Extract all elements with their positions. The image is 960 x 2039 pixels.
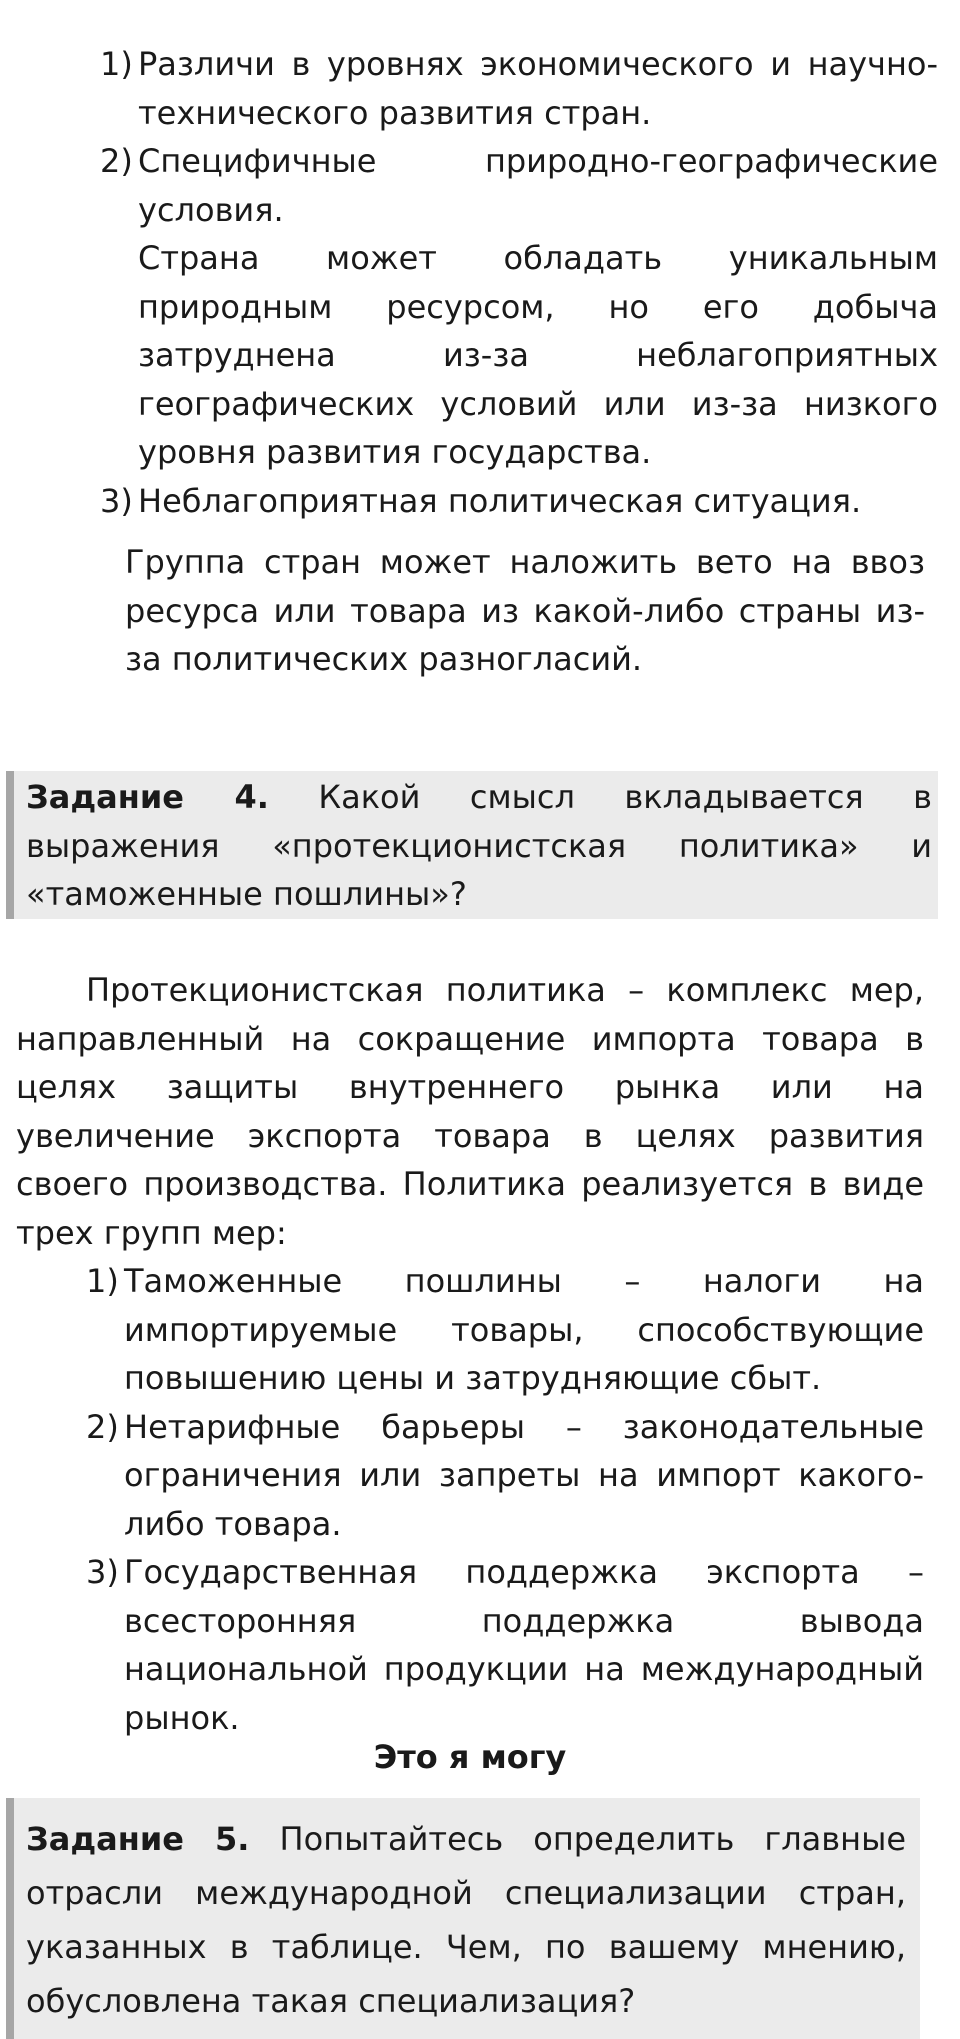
- task-4-label: Задание 4.: [26, 778, 269, 816]
- list-item: [86, 1257, 924, 1403]
- list-item-text: Специфичные природно-географические условия.: [138, 142, 938, 229]
- list-item-explanation: Страна может обладать уникальным природным ресурсом, но его добыча затруднена из-за неблагоприятных географических условий или из-за низкого уровня развития государства.: [138, 239, 938, 471]
- list-after-paragraph: Группа стран может наложить вето на ввоз ресурса или товара из какой-либо страны из-за политических разногласий.: [125, 543, 925, 678]
- list-item-text: Нетарифные барьеры – законодательные ограничения или запреты на импорт какого-либо товара.: [124, 1407, 924, 1543]
- answer-4-paragraph: Протекционистская политика – комплекс мер, направленный на сокращение импорта товара в целях защиты внутреннего рынка или на увеличение экспорта товара в целях развития своего производства. Политика реализуется в виде трех групп мер:: [16, 971, 924, 1252]
- list-item: [86, 1548, 924, 1742]
- task-5-label: Задание 5.: [26, 1820, 250, 1858]
- list-item-number: 3): [100, 481, 133, 520]
- task-4-box: [6, 771, 938, 919]
- reasons-list: [100, 40, 938, 525]
- list-item: [86, 1403, 924, 1549]
- task-5-text: Попытайтесь определить главные отрасли международной специализации стран, указанных в таблице. Чем, по вашему мнению, обусловлена такая специализация?: [26, 1820, 907, 2020]
- list-item-number: 3): [86, 1553, 119, 1591]
- list-item-number: 2): [86, 1407, 119, 1446]
- list-item: [100, 477, 938, 526]
- list-item: [100, 40, 938, 137]
- list-item-text: Таможенные пошлины – налоги на импортируемые товары, способствующие повышению цены и затрудняющие сбыт.: [124, 1262, 924, 1397]
- list-item-number: 2): [100, 142, 133, 180]
- task-5-box: [6, 1798, 920, 2039]
- measures-list: [86, 1257, 924, 1742]
- list-item: [100, 137, 938, 477]
- list-item-text: Государственная поддержка экспорта – всесторонняя поддержка вывода национальной продукции на международный рынок.: [124, 1553, 924, 1737]
- section-heading: Это я могу: [373, 1738, 567, 1776]
- list-item-number: 1): [86, 1262, 119, 1300]
- list-item-number: 1): [100, 45, 133, 83]
- list-item-text: Неблагоприятная политическая ситуация.: [138, 481, 862, 520]
- task-4-text: Какой смысл вкладывается в выражения «протекционистская политика» и «таможенные пошлины»?: [26, 778, 933, 913]
- list-item-text: Различи в уровнях экономического и научно-технического развития стран.: [138, 45, 938, 132]
